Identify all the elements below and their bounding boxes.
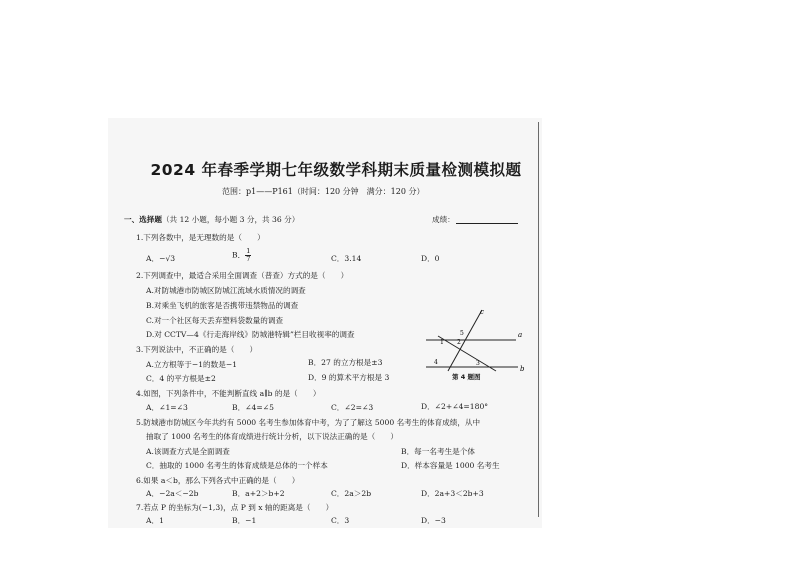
q3-option-a: A.立方根等于−1的数是−1 bbox=[146, 360, 238, 369]
paper-edge bbox=[538, 122, 539, 517]
q6-option-b: B．a+2＞b+2 bbox=[232, 489, 285, 498]
q7-option-c: C．3 bbox=[331, 516, 350, 525]
label-c: c bbox=[480, 308, 484, 316]
q3-option-d: D．9 的算术平方根是 3 bbox=[308, 373, 390, 382]
transversal bbox=[438, 336, 496, 371]
question-3: 3.下列说法中，不正确的是（ ） bbox=[136, 345, 258, 354]
q5-option-c: C．抽取的 1000 名考生的体育成绩是总体的一个样本 bbox=[146, 461, 328, 470]
q6-option-c: C．2a＞2b bbox=[331, 489, 372, 498]
question-6: 6.如果 a＜b，那么下列各式中正确的是（ ） bbox=[136, 476, 300, 485]
q1-option-d: D．0 bbox=[421, 254, 440, 263]
figure-q4-diagram bbox=[424, 308, 532, 372]
q4-option-d: D．∠2+∠4=180° bbox=[421, 402, 489, 411]
q2-option-d: D.对 CCTV—4《行走海岸线》防城港特辑”栏目收视率的调查 bbox=[146, 330, 355, 339]
q7-option-b: B．−1 bbox=[232, 516, 257, 525]
exam-subtitle: 范围：p1——P161（时间：120 分钟 满分：120 分） bbox=[222, 187, 425, 196]
label-b: b bbox=[520, 365, 525, 372]
fraction: $\frac{1}{7}$ bbox=[246, 247, 251, 263]
q3-option-b: B．27 的立方根是±3 bbox=[308, 358, 383, 367]
question-7: 7.若点 P 的坐标为(−1,3)，点 P 到 x 轴的距离是（ ） bbox=[136, 503, 334, 512]
q1-option-c: C．3.14 bbox=[331, 254, 362, 263]
q1-option-a: A．−√3 bbox=[146, 254, 176, 263]
q6-option-a: A．−2a＜−2b bbox=[146, 489, 199, 498]
angle-1: 1 bbox=[440, 339, 444, 346]
question-4: 4.如图，下列条件中，不能判断直线 a∥b 的是（ ） bbox=[136, 389, 321, 398]
q2-option-c: C.对一个社区每天丢弃塑料袋数量的调查 bbox=[146, 316, 284, 325]
label-a: a bbox=[518, 331, 523, 339]
figure-caption: 第 4 题图 bbox=[452, 373, 481, 381]
q6-option-d: D．2a+3＜2b+3 bbox=[421, 489, 484, 498]
question-2: 2.下列调查中，最适合采用全面调查（普查）方式的是（ ） bbox=[136, 271, 349, 280]
q1-option-b: B． $\frac{1}{7}$ bbox=[232, 247, 251, 263]
angle-5: 5 bbox=[460, 330, 464, 337]
q5-option-d: D．样本容量是 1000 名考生 bbox=[401, 461, 500, 470]
score-blank bbox=[456, 223, 518, 224]
angle-2: 2 bbox=[457, 339, 461, 346]
question-5: 5.防城港市防城区今年共约有 5000 名考生参加体育中考，为了了解这 5000 名考生的体育成绩，从中 bbox=[136, 418, 481, 427]
question-1: 1.下列各数中，是无理数的是（ ） bbox=[136, 233, 265, 242]
q7-option-d: D．−3 bbox=[421, 516, 446, 525]
angle-4: 4 bbox=[434, 359, 438, 366]
score-label: 成绩： bbox=[432, 215, 455, 224]
exam-title: 2024 年春季学期七年级数学科期末质量检测模拟题 bbox=[150, 161, 522, 179]
angle-3: 3 bbox=[476, 360, 480, 367]
q4-option-a: A．∠1=∠3 bbox=[146, 403, 188, 412]
q5-option-b: B．每一名考生是个体 bbox=[401, 447, 475, 456]
section-heading: 一、选择题（共 12 小题，每小题 3 分，共 36 分） bbox=[124, 215, 300, 224]
q2-option-b: B.对乘坐飞机的旅客是否携带违禁物品的调查 bbox=[146, 301, 299, 310]
q4-option-b: B．∠4=∠5 bbox=[232, 403, 274, 412]
q2-option-a: A.对防城港市防城区防城江流域水质情况的调查 bbox=[146, 286, 306, 295]
q4-option-c: C．∠2=∠3 bbox=[331, 403, 374, 412]
q5-option-a: A.该调查方式是全面调查 bbox=[146, 447, 230, 456]
question-5-continued: 抽取了 1000 名考生的体育成绩进行统计分析，以下说法正确的是（ ） bbox=[146, 432, 398, 441]
q7-option-a: A．1 bbox=[146, 516, 164, 525]
q3-option-c: C．4 的平方根是±2 bbox=[146, 374, 216, 383]
